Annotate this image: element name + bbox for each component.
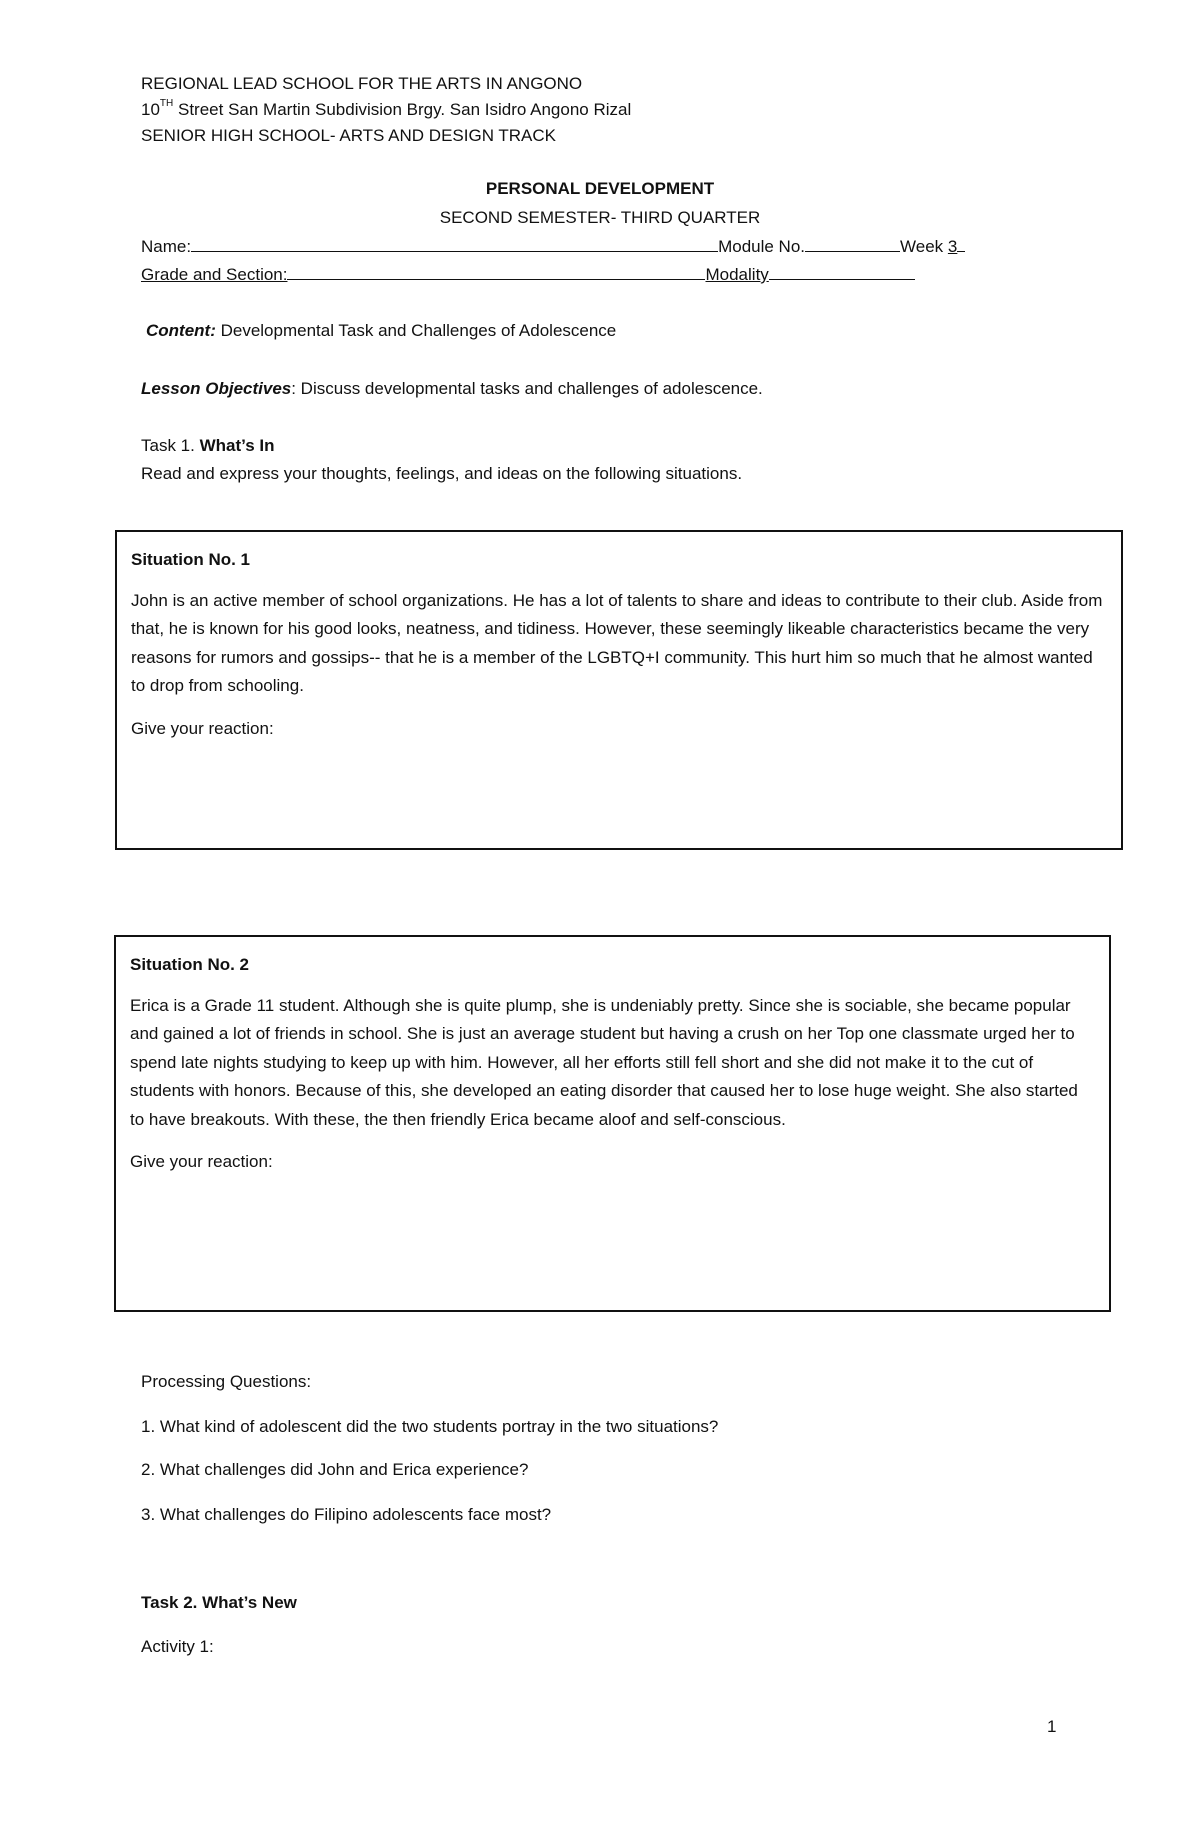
task1-prefix: Task 1. <box>141 436 200 455</box>
objectives-line <box>141 379 763 399</box>
task2-heading: Task 2. What’s New <box>141 1593 297 1612</box>
grade-field[interactable] <box>287 264 705 280</box>
modality-field[interactable] <box>769 264 915 280</box>
school-address <box>141 100 631 120</box>
subject-title: PERSONAL DEVELOPMENT <box>485 179 715 198</box>
school-track: SENIOR HIGH SCHOOL- ARTS AND DESIGN TRACK <box>141 126 557 145</box>
address-ordinal: TH <box>159 98 174 109</box>
processing-question-1: 1. What kind of adolescent did the two students portray in the two situations? <box>141 1417 719 1436</box>
week-value: 3 <box>947 237 958 256</box>
name-label: Name: <box>141 237 192 256</box>
task1-instruction: Read and express your thoughts, feelings, and ideas on the following situations. <box>141 464 743 483</box>
situation-2-title: Situation No. 2 <box>130 955 249 974</box>
situation-1-prompt: Give your reaction: <box>131 718 274 738</box>
task1-title: What’s In <box>199 436 275 455</box>
modality-label: Modality <box>705 265 769 284</box>
situation-2-prompt: Give your reaction: <box>130 1152 273 1171</box>
name-row <box>141 236 965 257</box>
school-name: REGIONAL LEAD SCHOOL FOR THE ARTS IN ANGONO <box>141 74 583 93</box>
situation-2-box <box>114 935 1111 1312</box>
objectives-text: : Discuss developmental tasks and challenges of adolescence. <box>291 379 763 398</box>
module-label: Module No. <box>718 237 806 256</box>
situation-1-box <box>115 530 1123 850</box>
situation-1-body: John is an active member of school organizations. He has a lot of talents to share and ideas to contribute to their club. Aside from that, he is known for his good looks, neatness, and tidiness. However, these seemingly likeable characteristics became the very reasons for rumors and gossips-- that he is a member of the LGBTQ+I community. This hurt him so much that he almost wanted to drop from schooling. <box>131 590 1103 695</box>
page-number: 1 <box>1047 1717 1057 1736</box>
task2-activity: Activity 1: <box>141 1637 214 1656</box>
task1-heading <box>141 436 275 456</box>
content-line <box>146 321 616 341</box>
content-text: Developmental Task and Challenges of Adolescence <box>215 321 617 340</box>
situation-2-body: Erica is a Grade 11 student. Although she is quite plump, she is undeniably pretty. Since she is sociable, she became popular and gained a lot of friends in school. She is just an average student but having a crush on her Top one classmate urged her to spend late nights studying to keep up with him. However, all her efforts still fell short and she did not make it to the cut of students with honors. Because of this, she developed an eating disorder that caused her to lose huge weight. She also started to have breakouts. With these, the then friendly Erica became aloof and self-conscious. <box>130 995 1078 1129</box>
processing-question-3: 3. What challenges do Filipino adolescents face most? <box>141 1505 552 1524</box>
content-label: Content: <box>146 321 216 340</box>
week-field[interactable] <box>957 236 965 252</box>
term-title: SECOND SEMESTER- THIRD QUARTER <box>439 208 761 227</box>
situation-1-title: Situation No. 1 <box>131 550 250 569</box>
processing-heading: Processing Questions: <box>141 1372 312 1391</box>
name-field[interactable] <box>191 236 718 252</box>
week-label: Week <box>900 237 948 256</box>
grade-label: Grade and Section: <box>141 265 288 284</box>
address-street: Street San Martin Subdivision Brgy. San Isidro Angono Rizal <box>173 100 632 119</box>
address-number: 10 <box>141 100 160 119</box>
grade-row <box>141 264 915 285</box>
objectives-label: Lesson Objectives <box>141 379 292 398</box>
processing-question-2: 2. What challenges did John and Erica experience? <box>141 1460 529 1479</box>
module-field[interactable] <box>805 236 900 252</box>
